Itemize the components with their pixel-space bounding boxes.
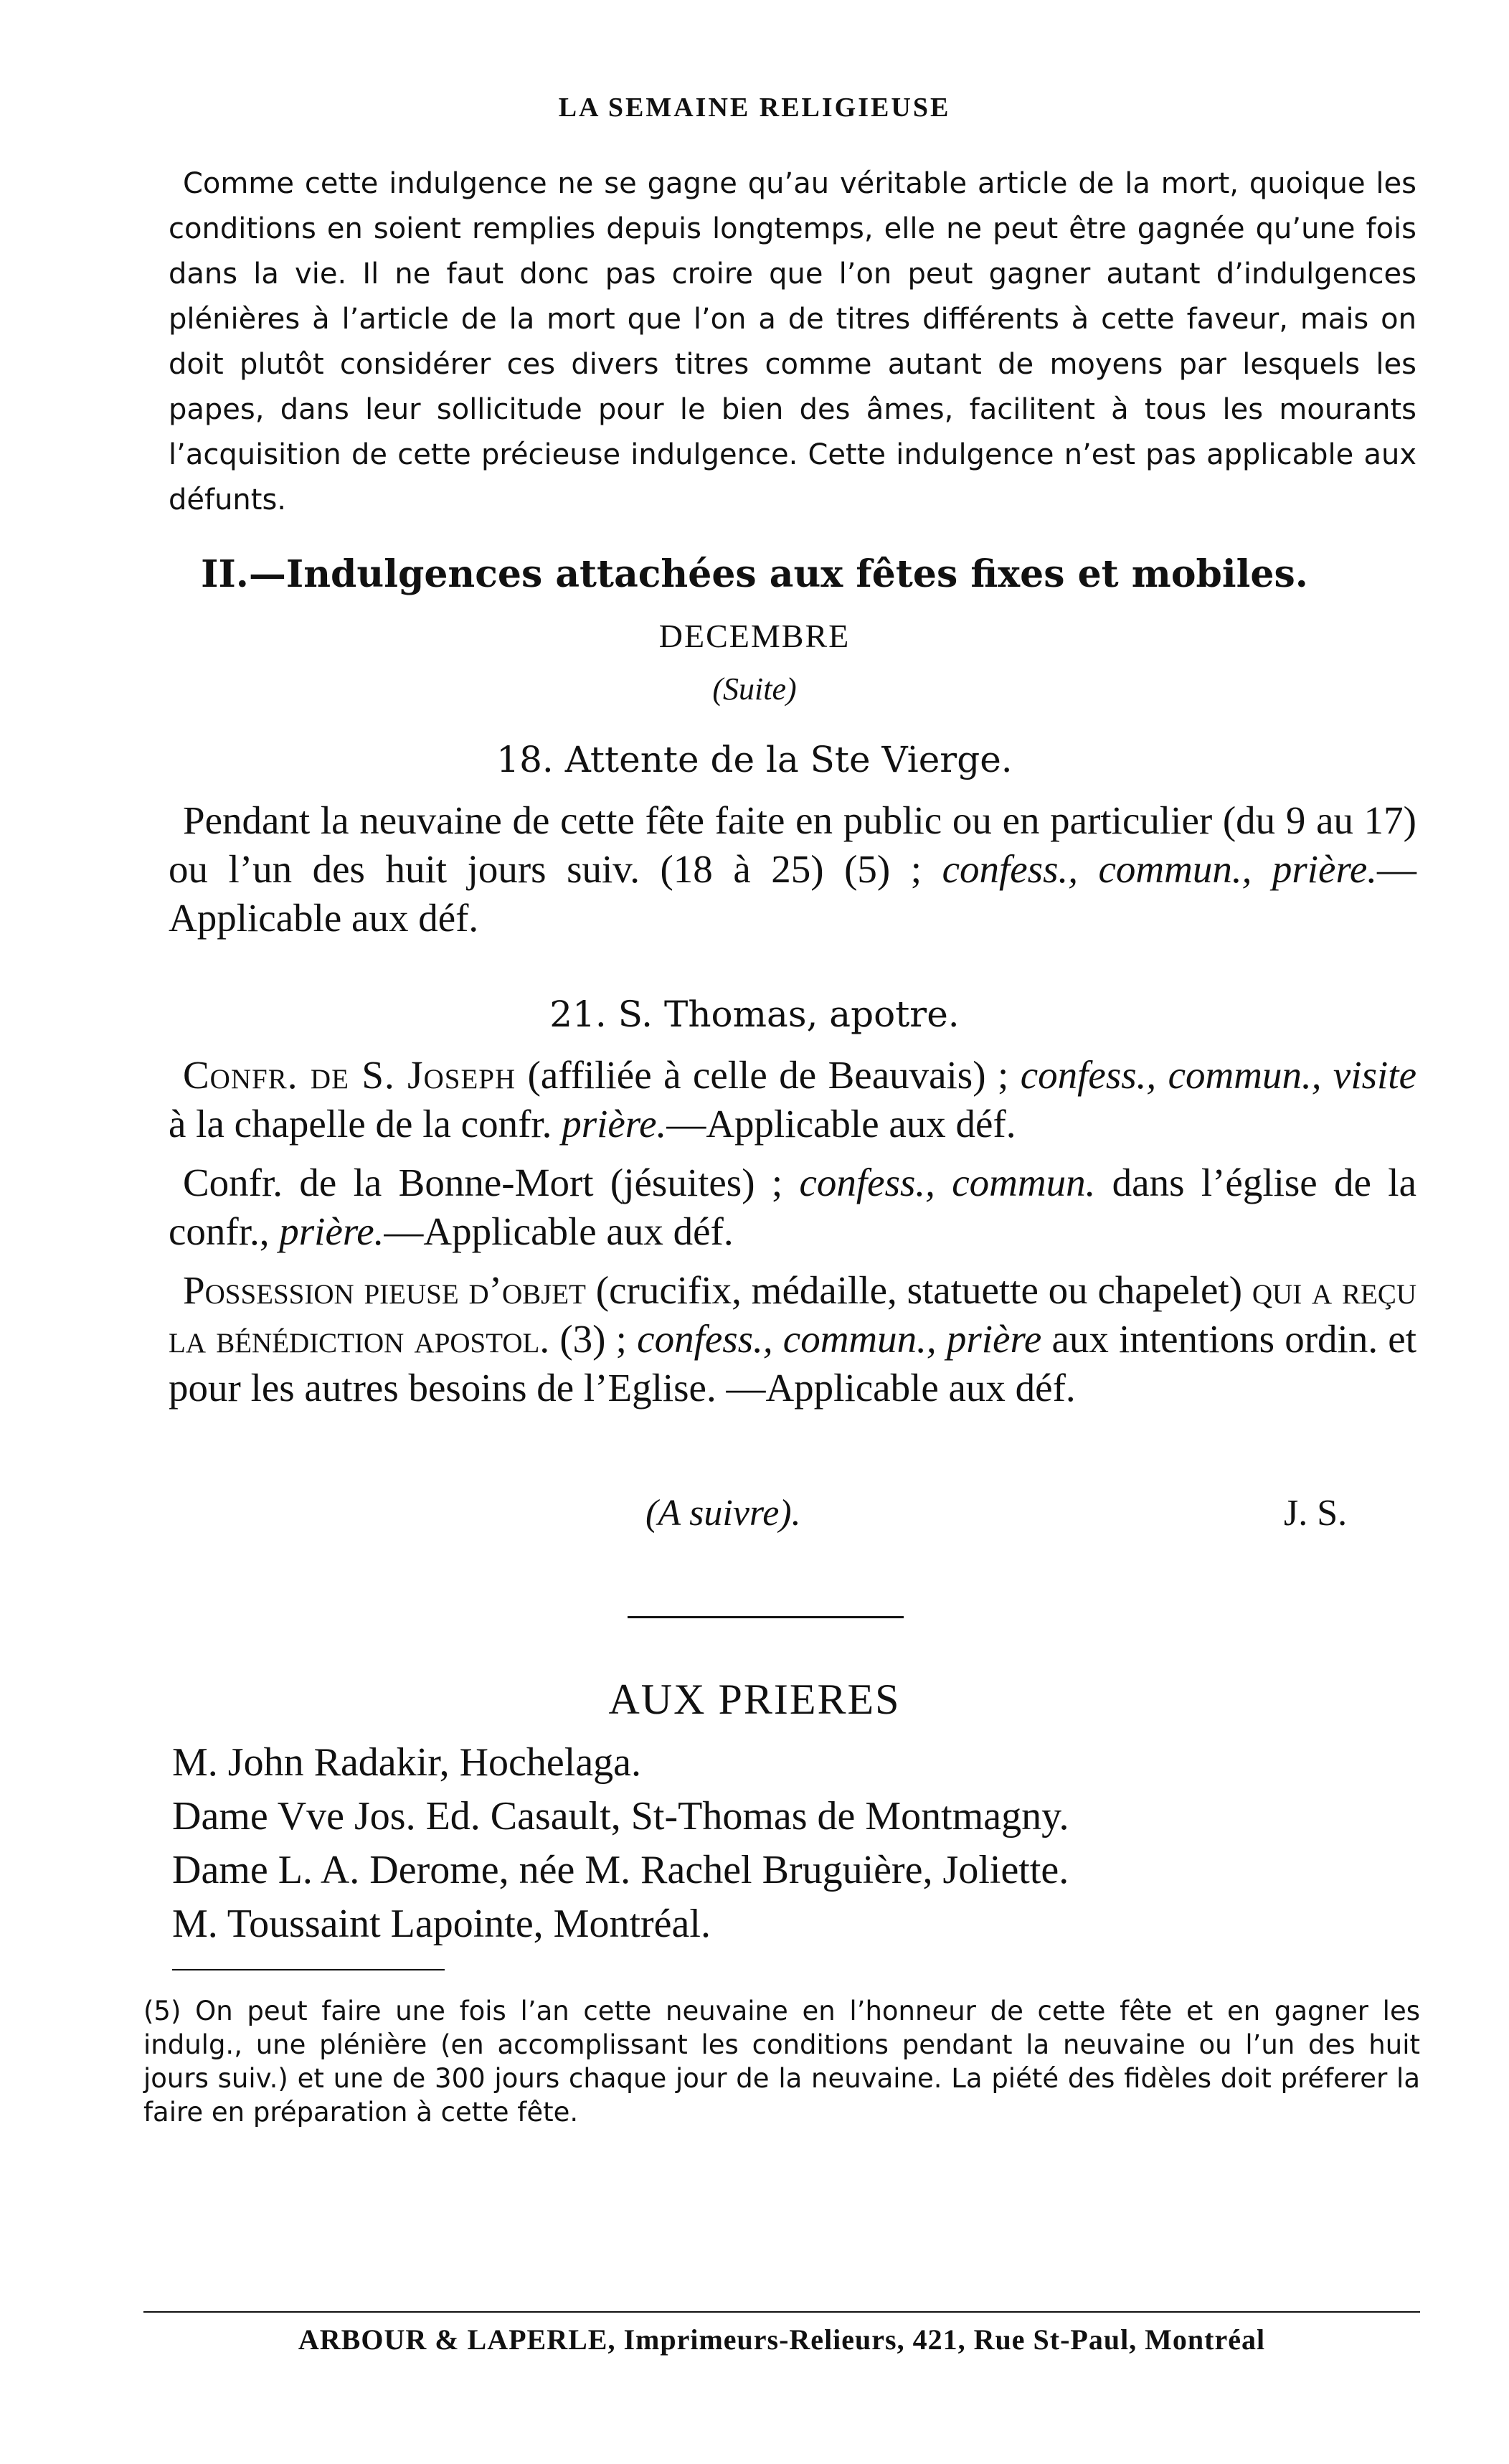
- italic-run: prière.: [562, 1102, 667, 1146]
- entry-18-block: [169, 796, 1416, 953]
- prayers-heading: AUX PRIERES: [608, 1676, 901, 1723]
- text-run: —Applicable aux déf.: [384, 1209, 734, 1253]
- text-run: (crucifix, médaille, statuette ou chapelet): [585, 1268, 1252, 1312]
- bonne-mort-paragraph: [169, 1158, 1416, 1256]
- text-run: Confr. de la Bonne-Mort (jésuites) ;: [183, 1161, 800, 1204]
- continued-label: (Suite): [712, 671, 797, 707]
- entry-18-conditions: confess., commun., prière.: [942, 847, 1377, 891]
- list-item: M. Toussaint Lapointe, Montréal.: [172, 1902, 711, 1946]
- entry-18-text: Pendant la neuvaine de cette fête faite en public ou en particulier (du 9 au 17) ou l’un des huit jours suiv. (18 à 25) (5) ;: [169, 798, 1416, 891]
- entry-18-applicable: —Applicable aux déf.: [169, 847, 1416, 940]
- prayers-list: [172, 1736, 1420, 1951]
- signature: J. S.: [1284, 1493, 1348, 1534]
- intro-block: [169, 161, 1416, 523]
- imprint-rule: [143, 2311, 1420, 2313]
- list-item: Dame L. A. Derome, née M. Rachel Bruguière, Joliette.: [172, 1848, 1069, 1892]
- intro-paragraph: Comme cette indulgence ne se gagne qu’au véritable article de la mort, quoique les conditions en soient remplies depuis longtemps, elle ne peut être gagnée qu’une fois dans la vie. Il ne faut donc pas croire que l’on peut gagner autant d’indulgences plénières à l’article de la mort que l’on a de titres différents à cette faveur, mais on doit plutôt considérer ces divers titres comme autant de moyens par lesquels les papes, dans leur sollicitude pour le bien des âmes, facilitent à tous les mourants l’acquisition de cette précieuse indulgence. Cette indulgence n’est pas applicable aux défunts.: [169, 167, 1416, 516]
- entry-21-block: [169, 1051, 1416, 1422]
- italic-run: prière.: [279, 1209, 384, 1253]
- separator-rule: [628, 1616, 904, 1618]
- text-run: à la chapelle de la confr.: [169, 1102, 562, 1146]
- confraternity-joseph-name: Confr. de S. Joseph: [183, 1053, 516, 1097]
- text-run: —Applicable aux déf.: [666, 1102, 1016, 1146]
- section-heading: II.—Indulgences attachées aux fêtes fixes et mobiles.: [201, 552, 1308, 596]
- list-item: M. John Radakir, Hochelaga.: [172, 1740, 642, 1785]
- italic-run: confess., commun., prière: [637, 1317, 1042, 1361]
- italic-run: confess., commun.: [799, 1161, 1096, 1204]
- list-item: Dame Vve Jos. Ed. Casault, St-Thomas de Montmagny.: [172, 1794, 1069, 1838]
- running-head: LA SEMAINE RELIGIEUSE: [558, 93, 951, 123]
- smallcaps-run: Possession pieuse d’objet: [183, 1268, 586, 1312]
- confraternity-joseph-paragraph: [169, 1051, 1416, 1148]
- imprint: ARBOUR & LAPERLE, Imprimeurs-Relieurs, 421, Rue St-Paul, Montréal: [298, 2323, 1266, 2356]
- italic-run: confess., commun., visite: [1020, 1053, 1416, 1097]
- smallcaps-run: qui a reçu la bénédiction apostol.: [169, 1268, 1416, 1361]
- text-run: dans l’église de la confr.,: [169, 1161, 1416, 1253]
- entry-18-heading: 18. Attente de la Ste Vierge.: [496, 739, 1013, 780]
- footnote-rule: [172, 1969, 445, 1970]
- possession-paragraph: [169, 1266, 1416, 1412]
- text-run: (affiliée à celle de Beauvais) ;: [516, 1053, 1021, 1097]
- month-heading: DECEMBRE: [658, 618, 851, 654]
- text-run: (3) ;: [549, 1317, 638, 1361]
- text-run: aux intentions ordin. et pour les autres besoins de l’Eglise. —Applicable aux déf.: [169, 1317, 1416, 1410]
- entry-21-heading: 21. S. Thomas, apotre.: [549, 993, 960, 1035]
- footnote: (5) On peut faire une fois l’an cette neuvaine en l’honneur de cette fête et en gagner les indulg., une plénière (en accomplissant les conditions pendant la neuvaine ou l’un des huit jours suiv.) et une de 300 jours chaque jour de la neuvaine. La piété des fidèles doit préferer la faire en préparation à cette fête.: [143, 1996, 1420, 2128]
- continuation-note: (A suivre).: [645, 1493, 801, 1534]
- entry-18-paragraph: [169, 796, 1416, 943]
